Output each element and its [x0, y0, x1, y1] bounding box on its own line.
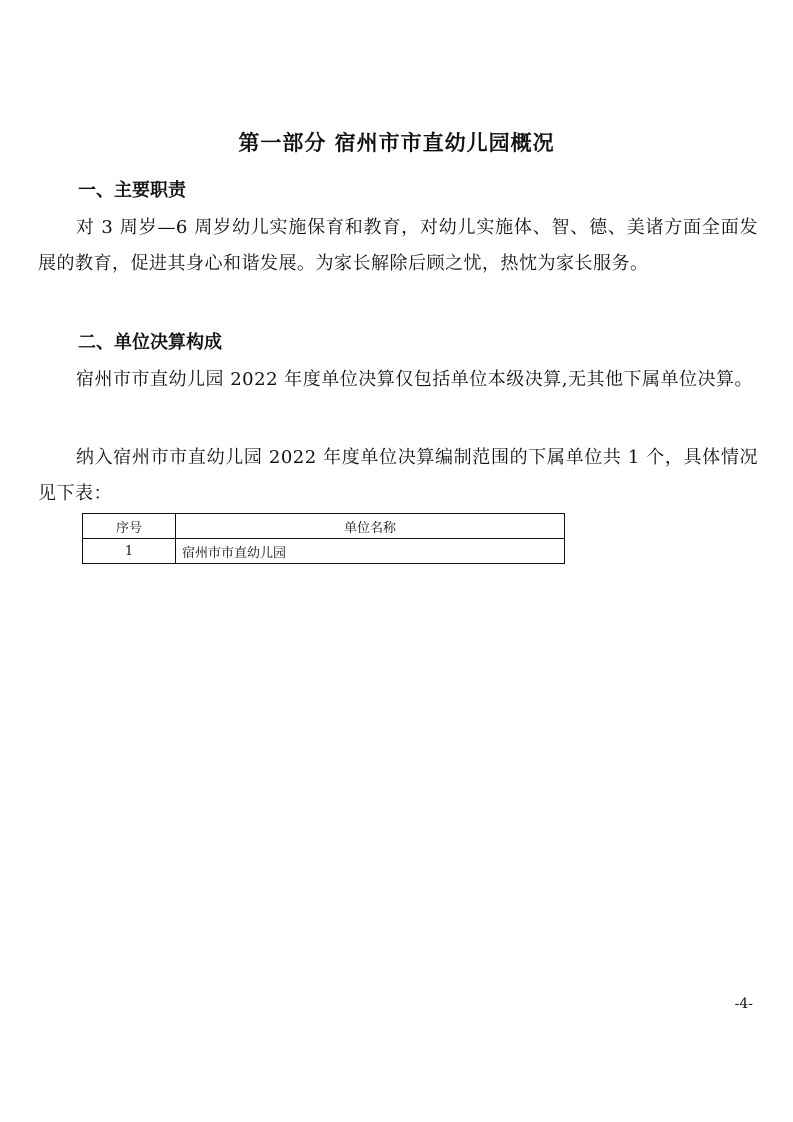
table-header-row	[83, 514, 565, 539]
header-index: 序号	[83, 514, 176, 539]
section-heading-duties: 一、主要职责	[78, 180, 186, 201]
page-number: -4-	[734, 996, 753, 1012]
scope-paragraph: 纳入宿州市市直幼儿园 2022 年度单位决算编制范围的下属单位共 1 个，具体情况见下表：	[38, 447, 758, 504]
section-heading-composition: 二、单位决算构成	[78, 332, 222, 353]
unit-table	[82, 513, 565, 564]
row-index-cell: 1	[83, 539, 176, 564]
page-title: 第一部分 宿州市市直幼儿园概况	[238, 131, 555, 155]
composition-paragraph: 宿州市市直幼儿园 2022 年度单位决算仅包括单位本级决算,无其他下属单位决算。	[76, 369, 753, 390]
duties-paragraph: 对 3 周岁—6 周岁幼儿实施保育和教育，对幼儿实施体、智、德、美诸方面全面发展的教育，促进其身心和谐发展。为家长解除后顾之忧，热忱为家长服务。	[38, 217, 758, 274]
row-unit-name-cell: 宿州市市直幼儿园	[176, 539, 565, 564]
header-unit-name: 单位名称	[176, 514, 565, 539]
table-row	[83, 539, 565, 564]
